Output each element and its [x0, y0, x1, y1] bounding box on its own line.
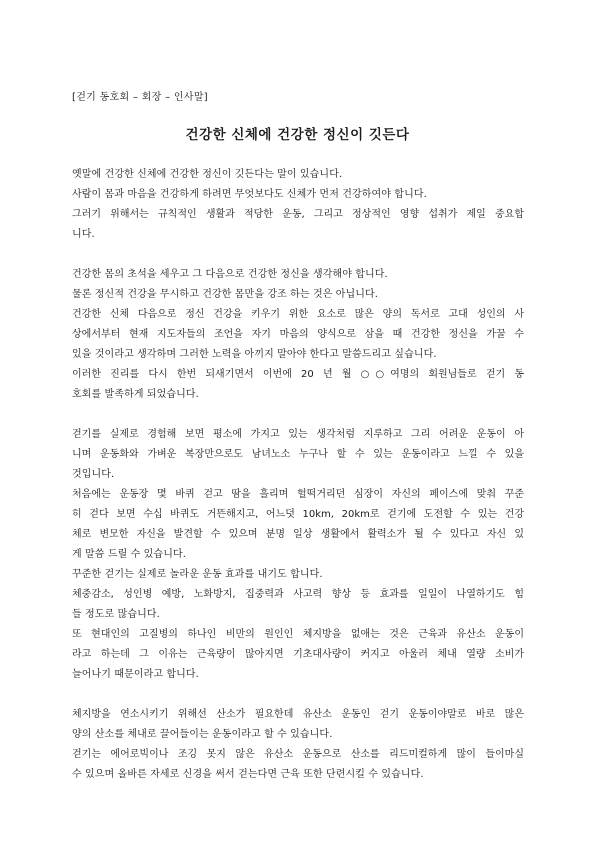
body-line: 상에서부터 현재 지도자들의 조언을 자기 마음의 양식으로 삼을 때 건강한 정신을 가꿀 수 [72, 329, 524, 340]
body-line: 라고 하는데 그 이유는 근육량이 많아지면 기초대사량이 커지고 아울러 체내 열량 소비가 [72, 649, 524, 660]
body-line: 있을 것이라고 생각하며 그러한 노력을 아끼지 말아야 한다고 말씀드리고 싶습니다. [72, 349, 437, 360]
body-line: 걷기는 에어로빅이나 조깅 못지 않은 유산소 운동으로 산소를 리드미컬하게 많이 들이마실 [72, 749, 524, 760]
body-line: 호회를 발족하게 되었습니다. [72, 389, 199, 400]
body-line: 물론 정신적 건강을 무시하고 건강한 몸만을 강조 하는 것은 아닙니다. [72, 289, 379, 300]
body-line: 히 걷다 보면 수십 바퀴도 거뜬해지고, 어느덧 10km, 20km로 걷기에 도전할 수 있는 건강 [72, 509, 524, 520]
body-line: 체지방을 연소시키기 위해선 산소가 필요한데 유산소 운동인 걷기 운동이야말로 바로 많은 [72, 709, 524, 720]
body-line: 체로 변모한 자신을 발견할 수 있으며 분명 일상 생활에서 활력소가 될 수 있다고 자신 있 [72, 529, 524, 540]
body-line: 건강한 신체 다음으로 정신 건강을 키우기 위한 요소로 많은 양의 독서로 고대 성인의 사 [72, 309, 524, 320]
body-line: 옛말에 건강한 신체에 건강한 정신이 깃든다는 말이 있습니다. [72, 169, 343, 180]
document-title: 건강한 신체에 건강한 정신이 깃든다 [185, 127, 410, 143]
body-line: 것입니다. [72, 469, 115, 480]
body-line: 또 현대인의 고질병의 하나인 비만의 원인인 체지방을 없애는 것은 근육과 유산소 운동이 [72, 629, 524, 640]
body-line: 니다. [72, 229, 95, 240]
body-line: 체중감소, 성인병 예방, 노화방지, 집중력과 사고력 향상 등 효과를 일일이 나열하기도 힘 [72, 589, 524, 600]
body-line: 처음에는 운동장 몇 바퀴 걷고 땀을 흘리며 헐떡거리던 심장이 자신의 페이스에 맞춰 꾸준 [72, 489, 524, 500]
body-line: 게 말씀 드릴 수 있습니다. [72, 549, 186, 560]
body-line: 사람이 몸과 마음을 건강하게 하려면 무엇보다도 신체가 먼저 건강하여야 합니다. [72, 189, 427, 200]
body-line: 늘어나기 때문이라고 합니다. [72, 669, 199, 680]
body-line: 꾸준한 걷기는 실제로 놀라운 운동 효과를 내기도 합니다. [72, 569, 323, 580]
document-category-label: [걷기 동호회 – 회장 – 인사말] [72, 92, 208, 103]
body-line: 니며 운동화와 가벼운 복장만으로도 남녀노소 누구나 할 수 있는 운동이라고 느낄 수 있을 [72, 449, 524, 460]
body-line: 그러기 위해서는 규칙적인 생활과 적당한 운동, 그리고 정상적인 영향 섭취가 제일 중요합 [72, 209, 524, 220]
body-line: 걷기를 실제로 경험해 보면 평소에 가지고 있는 생각처럼 지루하고 그리 어려운 운동이 아 [72, 429, 524, 440]
body-line: 수 있으며 올바른 자세로 신경을 써서 걷는다면 근육 또한 단련시킬 수 있습니다. [72, 769, 424, 780]
body-line: 이러한 진리를 다시 한번 되새기면서 이번에 20 년 월 ○○여명의 회원님들로 걷기 동 [72, 369, 524, 380]
body-line: 양의 산소를 체내로 끌어들이는 운동이라고 할 수 있습니다. [72, 729, 333, 740]
body-line: 들 정도로 많습니다. [72, 609, 160, 620]
body-line: 건강한 몸의 초석을 세우고 그 다음으로 건강한 정신을 생각해야 합니다. [72, 269, 388, 280]
